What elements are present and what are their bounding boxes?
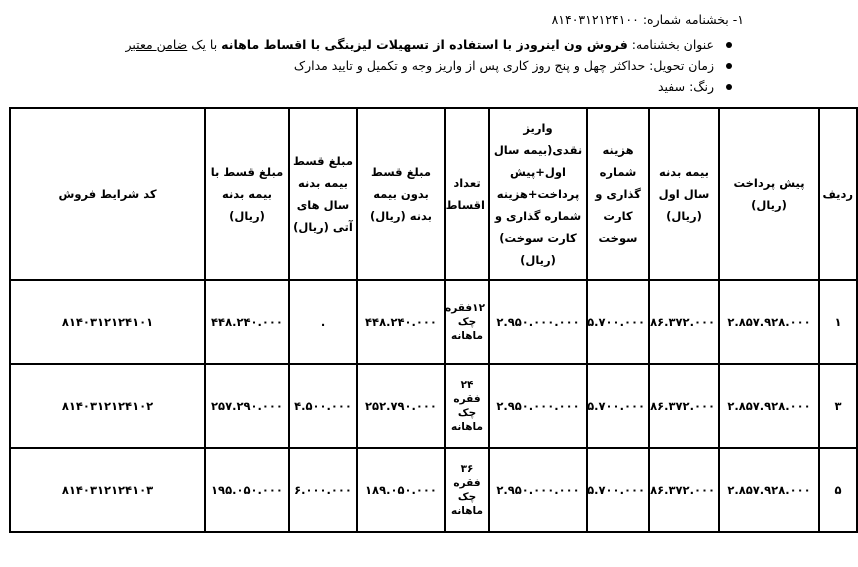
cell-installment-count: ۳۶ فقره چک ماهانه — [445, 448, 489, 532]
bullet-icon — [726, 42, 732, 48]
installment-table — [9, 107, 858, 533]
cell-cash-deposit: ۲.۹۵۰.۰۰۰.۰۰۰ — [489, 280, 587, 364]
header-sales-code: کد شرایط فروش — [10, 108, 205, 280]
cell-down-payment: ۲.۸۵۷.۹۲۸.۰۰۰ — [719, 364, 819, 448]
header-installment-with-insurance: مبلغ قسط با بیمه بدنه (ریال) — [205, 108, 289, 280]
circular-details-list — [126, 36, 732, 99]
cell-down-payment: ۲.۸۵۷.۹۲۸.۰۰۰ — [719, 280, 819, 364]
guarantor-note: ضامن معتبر — [125, 37, 188, 52]
table-row — [10, 448, 857, 532]
header-row-number: ردیف — [819, 108, 857, 280]
delivery-time-item — [126, 57, 732, 78]
cell-first-year-insurance: ۸۶.۳۷۲.۰۰۰ — [649, 448, 719, 532]
cell-installment-with-insurance: ۱۹۵.۰۵۰.۰۰۰ — [205, 448, 289, 532]
cell-plate-fuel-card-fee: ۵.۷۰۰.۰۰۰ — [587, 448, 649, 532]
header-cash-deposit: واریز نقدی(بیمه سال اول+پیش پرداخت+هزینه شماره گذاری و کارت سوخت) (ریال) — [489, 108, 587, 280]
header-first-year-insurance: بیمه بدنه سال اول (ریال) — [649, 108, 719, 280]
cell-row-number: ۵ — [819, 448, 857, 532]
header-installment-count: تعداد اقساط — [445, 108, 489, 280]
cell-installment-with-insurance: ۴۴۸.۲۴۰.۰۰۰ — [205, 280, 289, 364]
header-installment-without-insurance: مبلغ قسط بدون بیمه بدنه (ریال) — [357, 108, 445, 280]
cell-plate-fuel-card-fee: ۵.۷۰۰.۰۰۰ — [587, 364, 649, 448]
circular-title-tail: با یک — [187, 37, 222, 52]
color-text: رنگ: سفید — [657, 79, 714, 94]
table-row — [10, 364, 857, 448]
cell-installment-count: ۱۲فقره چک ماهانه — [445, 280, 489, 364]
cell-row-number: ۱ — [819, 280, 857, 364]
circular-title-label: عنوان بخشنامه: — [627, 37, 714, 52]
cell-down-payment: ۲.۸۵۷.۹۲۸.۰۰۰ — [719, 448, 819, 532]
cell-installment-with-insurance: ۲۵۷.۲۹۰.۰۰۰ — [205, 364, 289, 448]
cell-plate-fuel-card-fee: ۵.۷۰۰.۰۰۰ — [587, 280, 649, 364]
cell-sales-code: ۸۱۴۰۳۱۲۱۲۴۱۰۱ — [10, 280, 205, 364]
header-down-payment: پیش پرداخت (ریال) — [719, 108, 819, 280]
circular-title-text: فروش ون اینرودز با استفاده از تسهیلات لیزینگی با اقساط ماهانه — [221, 37, 628, 52]
color-item — [126, 78, 732, 99]
bullet-icon — [726, 63, 732, 69]
cell-future-insurance-installment: . — [289, 280, 357, 364]
delivery-time-text: زمان تحویل: حداکثر چهل و پنج روز کاری پس از واریز وجه و تکمیل و تایید مدارک — [293, 58, 714, 73]
header-future-insurance-installment: مبلغ قسط بیمه بدنه سال های آتی (ریال) — [289, 108, 357, 280]
cell-installment-count: ۲۴ فقره چک ماهانه — [445, 364, 489, 448]
cell-cash-deposit: ۲.۹۵۰.۰۰۰.۰۰۰ — [489, 364, 587, 448]
cell-future-insurance-installment: ۴.۵۰۰.۰۰۰ — [289, 364, 357, 448]
bullet-icon — [726, 84, 732, 90]
cell-row-number: ۳ — [819, 364, 857, 448]
circular-number-heading: ۱- بخشنامه شماره: ۸۱۴۰۳۱۲۱۲۴۱۰۰ — [551, 12, 744, 27]
cell-sales-code: ۸۱۴۰۳۱۲۱۲۴۱۰۳ — [10, 448, 205, 532]
table-header-row — [10, 108, 857, 280]
header-plate-fuel-card-fee: هزینه شماره گذاری و کارت سوخت — [587, 108, 649, 280]
cell-first-year-insurance: ۸۶.۳۷۲.۰۰۰ — [649, 280, 719, 364]
table-row — [10, 280, 857, 364]
cell-future-insurance-installment: ۶.۰۰۰.۰۰۰ — [289, 448, 357, 532]
cell-installment-without-insurance: ۱۸۹.۰۵۰.۰۰۰ — [357, 448, 445, 532]
cell-first-year-insurance: ۸۶.۳۷۲.۰۰۰ — [649, 364, 719, 448]
circular-title-item — [126, 36, 732, 57]
cell-sales-code: ۸۱۴۰۳۱۲۱۲۴۱۰۲ — [10, 364, 205, 448]
cell-cash-deposit: ۲.۹۵۰.۰۰۰.۰۰۰ — [489, 448, 587, 532]
cell-installment-without-insurance: ۴۴۸.۲۴۰.۰۰۰ — [357, 280, 445, 364]
cell-installment-without-insurance: ۲۵۲.۷۹۰.۰۰۰ — [357, 364, 445, 448]
